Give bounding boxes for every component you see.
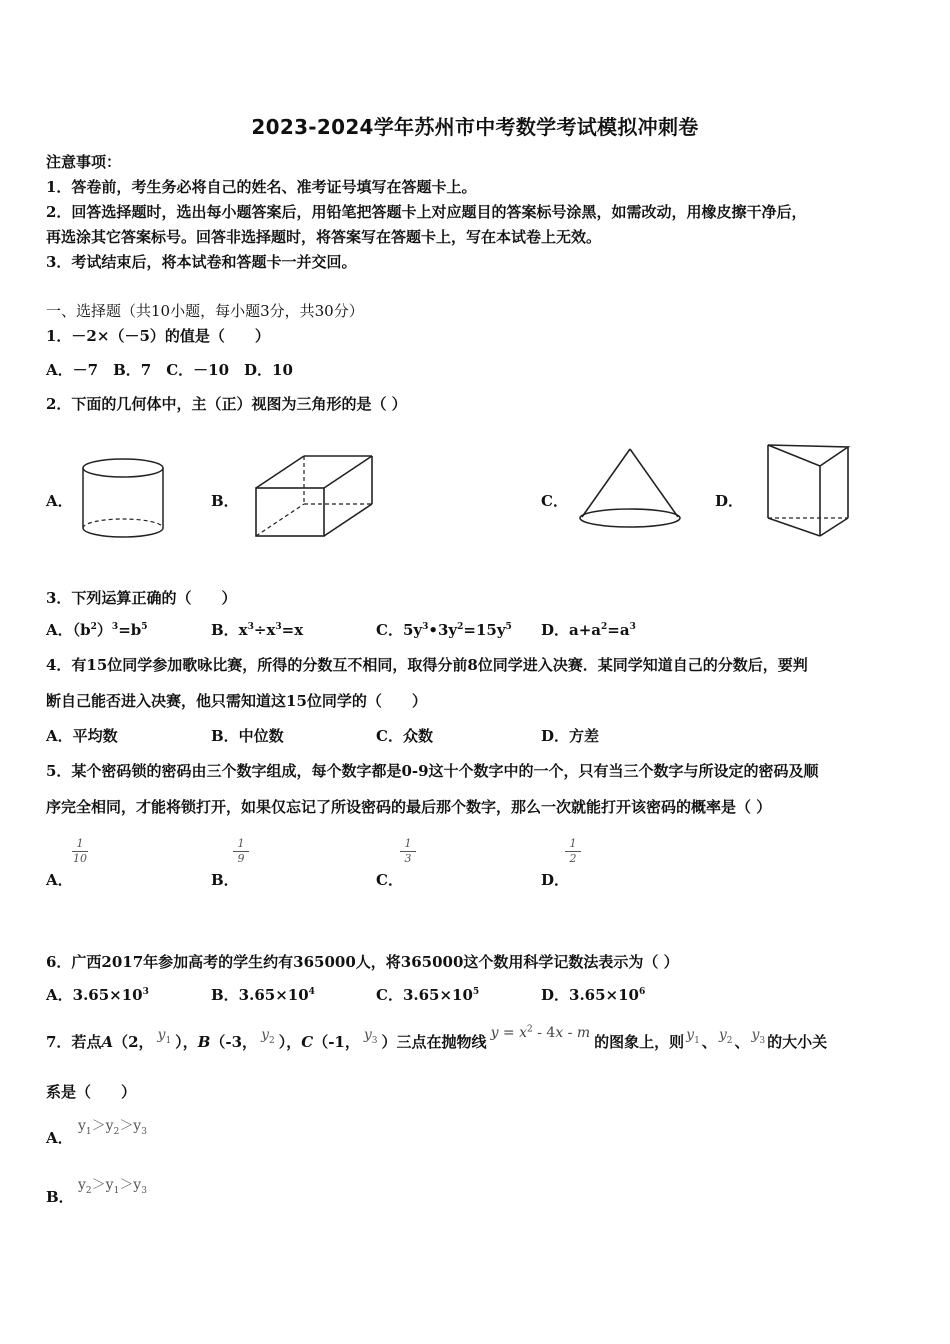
q3-a-mid: ） [96, 621, 112, 639]
q7-y2-sub: 2 [268, 1035, 275, 1046]
q7-tail-y3-var: y [751, 1027, 760, 1043]
q5-option-b-label: B． [211, 871, 239, 889]
q7-point-a: A [101, 1033, 114, 1051]
cuboid-icon [250, 450, 380, 542]
q2-option-d-label: D． [715, 492, 744, 510]
q7-a-t1: y [78, 1118, 86, 1134]
q7-tail-y2 [718, 1027, 733, 1046]
q7-tail-y3-sub: 3 [759, 1035, 766, 1046]
notice-heading: 注意事项： [46, 153, 122, 171]
q7-after: 三点在抛物线 [396, 1033, 487, 1051]
q7-y3 [363, 1027, 378, 1046]
q5-stem-line1: 5．某个密码锁的密码由三个数字组成，每个数字都是0-9这十个数字中的一个，只有当三个数字与所设定的密码及顺 [46, 762, 819, 780]
q7-eq-lhs: y [490, 1025, 499, 1041]
q6-option-b [211, 985, 315, 1005]
q2-stem: 2．下面的几何体中，主（正）视图为三角形的是（ ） [46, 395, 407, 413]
q5-b-num: 1 [237, 837, 245, 850]
q7-y2-var: y [261, 1027, 269, 1043]
q3-option-c [376, 620, 512, 640]
q5-stem-line2: 序完全相同，才能将锁打开，如果仅忘记了所设密码的最后那个数字，那么一次就能打开该密码的概率是（ ） [46, 798, 772, 816]
notice-item-1: 1．答卷前，考生务必将自己的姓名、准考证号填写在答题卡上。 [46, 178, 477, 196]
q3-a-exp3: 5 [141, 622, 148, 632]
q7-a-s1: 1 [85, 1126, 92, 1137]
q4-option-b: B．中位数 [211, 727, 284, 745]
q5-option-a-label: A． [46, 871, 73, 889]
q1-options: A．－7 B．7 C．－10 D．10 [46, 361, 293, 379]
q3-b-mid: ÷x [253, 621, 276, 639]
q7-a-close: ） [175, 1033, 183, 1051]
q5-c-num: 1 [404, 837, 412, 850]
q5-c-den: 3 [404, 852, 412, 865]
q3-c-exp2: 2 [457, 622, 464, 632]
q7-tail-y1 [686, 1027, 700, 1046]
q6-b-exp: 4 [308, 987, 315, 997]
q6-d-exp: 6 [638, 987, 646, 997]
q5-d-num: 1 [569, 837, 577, 850]
q7-option-b [78, 1175, 147, 1195]
q3-a-exp1: 2 [90, 622, 97, 632]
q4-option-a: A．平均数 [46, 727, 118, 745]
q7-c-close: ） [381, 1033, 397, 1051]
q7-eq-rest: - 4 [532, 1025, 556, 1041]
q3-option-a [46, 620, 148, 640]
q7-a-s2: 2 [113, 1126, 120, 1137]
triangular-prism-icon [762, 440, 854, 542]
q3-d-text: D．a+a [541, 621, 602, 639]
q7-y1-sub: 1 [165, 1035, 172, 1046]
q7-a-open: （2， [113, 1033, 154, 1051]
q6-b-base: B．3.65×10 [211, 986, 309, 1004]
q7-eq-x: x [519, 1025, 528, 1041]
q2-option-b-label: B． [211, 492, 239, 510]
q6-option-c [376, 985, 479, 1005]
q3-d-post: =a [607, 621, 630, 639]
q2-option-a-label: A． [46, 492, 73, 510]
q3-stem: 3．下列运算正确的（ ） [46, 589, 237, 607]
q7-y1 [157, 1027, 172, 1046]
q6-a-base: A．3.65×10 [46, 986, 143, 1004]
q7-sep-1: 、 [701, 1033, 717, 1051]
q7-eq-m: - m [563, 1025, 591, 1041]
q7-option-a [78, 1116, 147, 1136]
q1-stem: 1．－2×（－5）的值是（ ） [46, 327, 270, 345]
cone-icon [574, 443, 686, 535]
q6-option-a [46, 985, 149, 1005]
q7-b-s1: 2 [85, 1185, 92, 1196]
q3-b-text: B．x [211, 621, 248, 639]
q7-c-open: （-1， [313, 1033, 360, 1051]
q3-c-text: C．5y [376, 621, 423, 639]
q7-a-t3: ＞y [119, 1118, 142, 1134]
q7-tail-y2-sub: 2 [726, 1035, 733, 1046]
q4-option-d: D．方差 [541, 727, 600, 745]
q7-tail-y1-var: y [686, 1027, 695, 1043]
q3-b-exp2: 3 [275, 622, 282, 632]
q3-d-exp2: 3 [629, 622, 636, 632]
q3-c-mid: •3y [428, 621, 458, 639]
q5-b-den: 9 [237, 852, 245, 865]
q6-option-d [541, 985, 645, 1005]
q7-point-c: C [301, 1033, 314, 1051]
notice-item-3: 3．考试结束后，将本试卷和答题卡一并交回。 [46, 253, 357, 271]
q3-c-exp1: 3 [422, 622, 429, 632]
notice-item-2-cont: 再选涂其它答案标号。回答非选择题时，将答案写在答题卡上，写在本试卷上无效。 [46, 228, 602, 246]
q3-b-post: =x [281, 621, 304, 639]
q7-b-t2: ＞y [91, 1177, 114, 1193]
q7-stem-line2: 系是（ ） [46, 1083, 137, 1101]
q6-d-base: D．3.65×10 [541, 986, 639, 1004]
q7-b-t3: ＞y [119, 1177, 142, 1193]
q5-fraction-b [233, 838, 249, 865]
q7-y1-var: y [157, 1027, 166, 1043]
q5-fraction-d [565, 838, 581, 865]
section-heading: 一、选择题（共10小题，每小题3分，共30分） [46, 302, 364, 320]
q6-c-exp: 5 [472, 987, 480, 997]
q7-a-t2: ＞y [91, 1118, 114, 1134]
q7-tail-y3 [751, 1027, 766, 1046]
q3-c-post: =15y [463, 621, 506, 639]
q7-tail: 的图象上，则 [594, 1033, 685, 1051]
q5-fraction-c [400, 838, 416, 865]
q3-a-post: =b [118, 621, 142, 639]
q4-stem-line2: 断自己能否进入决赛，他只需知道这15位同学的（ ） [46, 692, 427, 710]
cylinder-icon [78, 455, 170, 545]
q7-b-t1: y [78, 1177, 86, 1193]
q7-sep-2: 、 [734, 1033, 750, 1051]
q5-a-den: 10 [73, 852, 87, 865]
q3-b-exp1: 3 [247, 622, 254, 632]
q7-b-open: （-3， [210, 1033, 258, 1051]
q6-stem: 6．广西2017年参加高考的学生约有365000人，将365000这个数用科学记数法表示为（ ） [46, 953, 679, 971]
q3-c-exp3: 5 [505, 622, 512, 632]
q2-option-c-label: C． [541, 492, 568, 510]
q4-stem-line1: 4．有15位同学参加歌咏比赛，所得的分数互不相同，取得分前8位同学进入决赛．某同学知道自己的分数后，要判 [46, 656, 808, 674]
q7-stem-line1: 7．若点A（2， $y_1$ ），B（-3， $y_2$ ），C（-1， $y_3$ ）三点在抛物线 $y = x^2 - 4x - m$ 的图象上，则 $y_1$ 、 $y_2$ 、 $y_3$ 的大小关 [46, 1024, 828, 1051]
q3-a-text: A．（b [46, 621, 91, 639]
q5-d-den: 2 [569, 852, 577, 865]
q7-tail-y2-var: y [718, 1027, 727, 1043]
q7-b-s2: 1 [113, 1185, 120, 1196]
q6-c-base: C．3.65×10 [376, 986, 473, 1004]
q7-a-s3: 3 [141, 1126, 147, 1137]
q7-option-a-label: A． [46, 1129, 73, 1147]
q5-fraction-a [72, 838, 88, 865]
q7-b-close: ） [278, 1033, 287, 1051]
q5-option-c-label: C． [376, 871, 403, 889]
q7-parabola-equation [491, 1025, 591, 1041]
q7-option-b-label: B． [46, 1188, 74, 1206]
notice-item-2: 2．回答选择题时，选出每小题答案后，用铅笔把答题卡上对应题目的答案标号涂黑，如需改动，用橡皮擦干净后， [46, 203, 807, 221]
q3-a-exp2: 3 [111, 622, 119, 632]
page-title: 2023-2024学年苏州市中考数学考试模拟冲刺卷 [251, 115, 699, 139]
q7-tail2: 的大小关 [767, 1033, 828, 1051]
q7-y3-var: y [363, 1027, 372, 1043]
q3-d-exp1: 2 [601, 622, 608, 632]
q3-option-b [211, 620, 303, 640]
q7-tail-y1-sub: 1 [694, 1035, 700, 1046]
q5-a-num: 1 [76, 837, 84, 850]
q7-eq-x2: x [555, 1025, 564, 1041]
q7-b-s3: 3 [141, 1185, 147, 1196]
q7-y3-sub: 3 [371, 1035, 378, 1046]
q7-eq-exp: 2 [527, 1024, 533, 1035]
q3-option-d [541, 620, 636, 640]
q7-eq-sign: = [498, 1025, 520, 1041]
q6-a-exp: 3 [142, 987, 149, 997]
q7-intro: 7．若点 [46, 1033, 102, 1051]
q7-point-b: B [197, 1033, 211, 1051]
q7-y2 [261, 1027, 275, 1046]
q4-option-c: C．众数 [376, 727, 433, 745]
q5-option-d-label: D． [541, 871, 570, 889]
